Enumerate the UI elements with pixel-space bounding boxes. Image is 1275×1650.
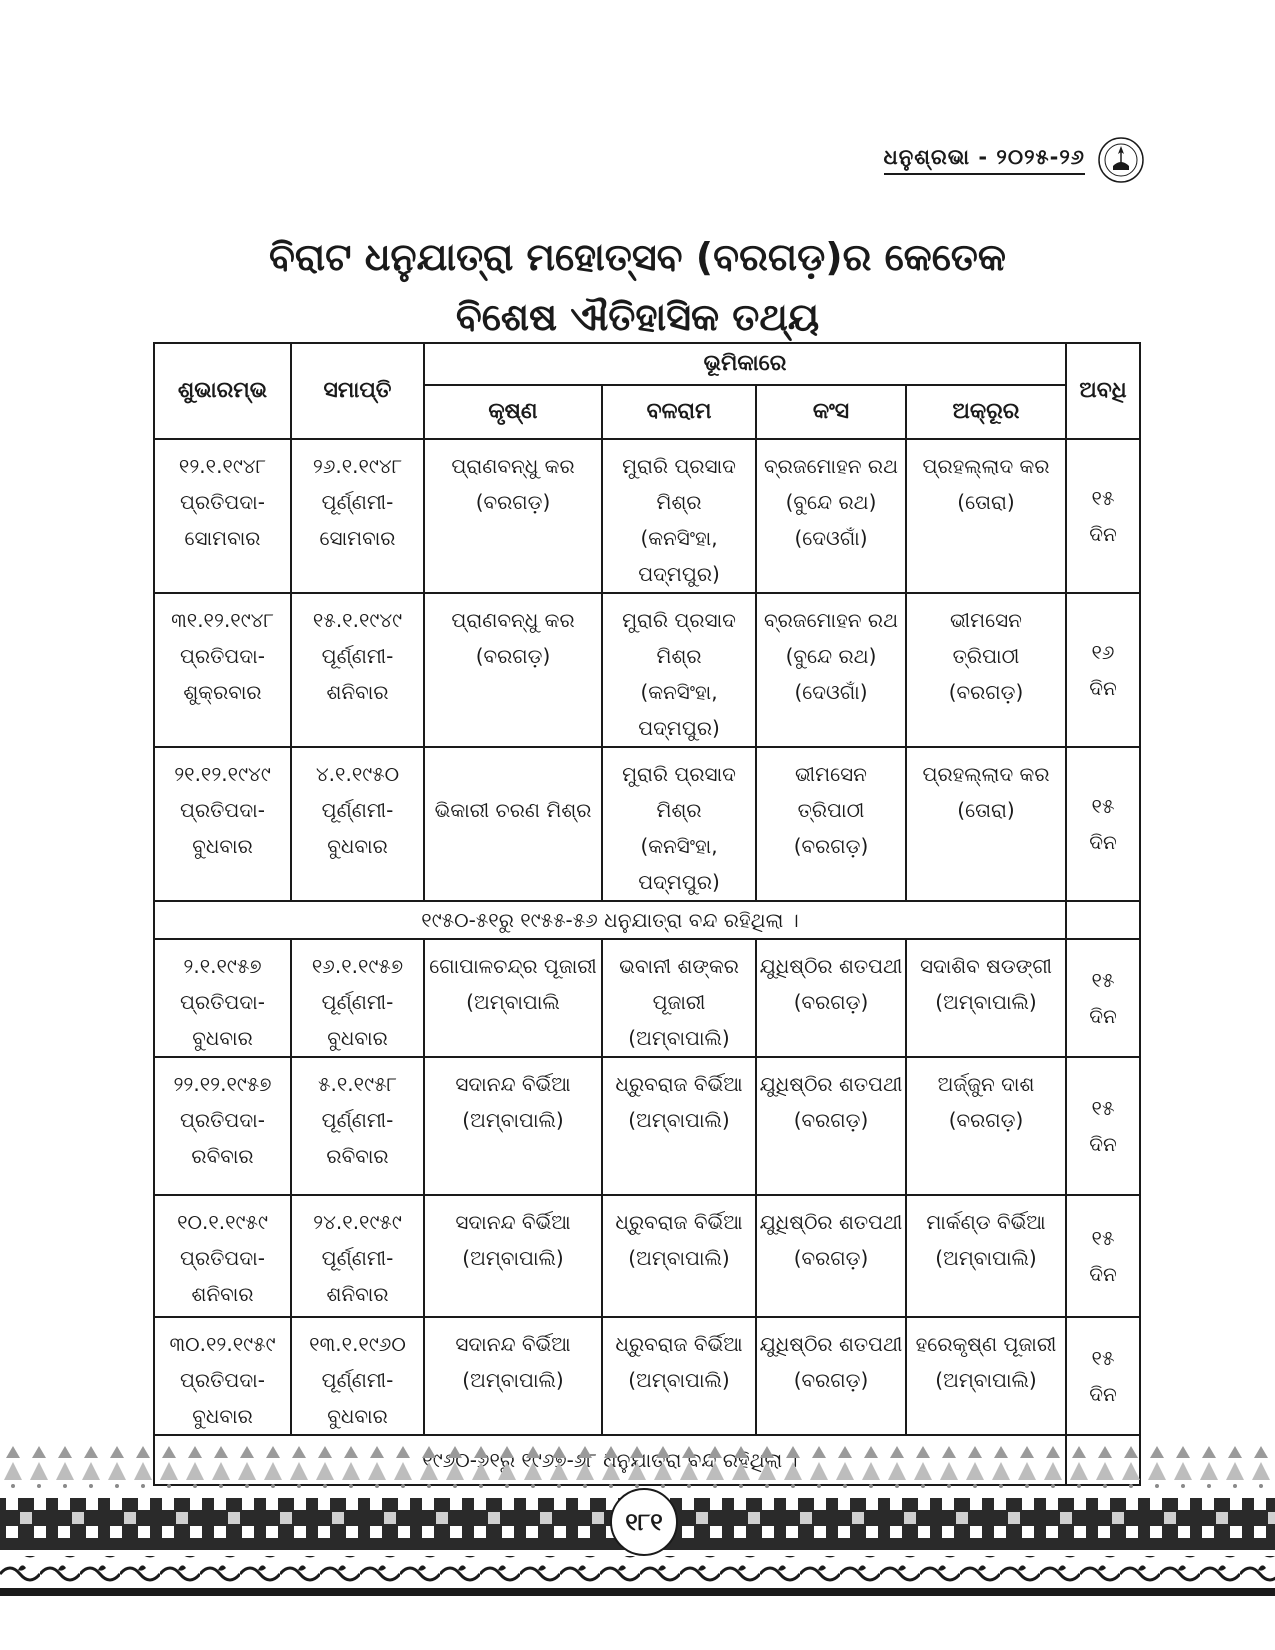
actor-place: (ଅମ୍ବାପାଲି) <box>628 1108 730 1132</box>
table-row <box>154 593 1140 747</box>
kansa-cell <box>756 1317 906 1435</box>
start-cell <box>154 1057 291 1195</box>
start-tithi: ପ୍ରତିପଦା- <box>180 1108 265 1132</box>
actor-name: ପ୍ରାଣବନ୍ଧୁ କର <box>451 454 575 478</box>
note-row <box>154 901 1140 939</box>
actor-name: ମୁରାରି ପ୍ରସାଦ ମିଶ୍ର <box>622 454 736 514</box>
end-date: ୨୬.୧.୧୯୪୮ <box>312 454 403 478</box>
start-weekday: ସୋମବାର <box>184 526 261 550</box>
table-row <box>154 1195 1140 1317</box>
actor-name: ଧ୍ରୁବରାଜ ବିର୍ଭିଆ <box>615 1072 743 1096</box>
actor-place: (ଅମ୍ବାପାଲି) <box>462 1368 564 1392</box>
actor-place: (ଦେଓଗାଁ) <box>794 680 868 704</box>
table-row <box>154 439 1140 593</box>
actor-place: (ବରଗଡ଼) <box>793 834 869 858</box>
actor-alias: (ବୁନ୍ଦେ ରଥ) <box>785 490 877 514</box>
actor-place: ପଦ୍ମପୁର) <box>638 870 720 894</box>
krishna-cell <box>424 1057 602 1195</box>
actor-surname: ତ୍ରିପାଠୀ <box>797 798 865 822</box>
table-row <box>154 1057 1140 1195</box>
balaram-cell <box>602 439 756 593</box>
krishna-cell <box>424 1195 602 1317</box>
actor-place: (ବରଗଡ଼) <box>948 680 1024 704</box>
end-cell <box>291 1317 424 1435</box>
actor-name: ପ୍ରହଲ୍ଲାଦ କର <box>922 762 1050 786</box>
start-tithi: ପ୍ରତିପଦା- <box>180 798 265 822</box>
end-weekday: ଶନିବାର <box>326 680 389 704</box>
end-weekday: ବୁଧବାର <box>327 1026 388 1050</box>
actor-name: ମୁରାରି ପ୍ରସାଦ ମିଶ୍ର <box>622 608 736 668</box>
actor-place: (ତୋରା) <box>957 798 1015 822</box>
start-cell <box>154 1317 291 1435</box>
actor-place: (ବରଗଡ଼) <box>793 990 869 1014</box>
end-cell <box>291 747 424 901</box>
balaram-cell <box>602 747 756 901</box>
duration-unit: ଦିନ <box>1089 830 1117 854</box>
actor-place: (କନସିଂହା, <box>640 526 718 550</box>
actor-place: (ଅମ୍ବାପାଲି) <box>935 990 1037 1014</box>
actor-name: ବ୍ରଜମୋହନ ରଥ <box>763 608 899 632</box>
start-cell <box>154 1195 291 1317</box>
page-number: ୧୮୧ <box>610 1488 678 1556</box>
akrura-cell <box>906 1317 1066 1435</box>
actor-place: (କନସିଂହା, <box>640 680 718 704</box>
actor-name: ଧ୍ରୁବରାଜ ବିର୍ଭିଆ <box>615 1210 743 1234</box>
end-tithi: ପୂର୍ଣ୍ଣମୀ- <box>321 644 394 668</box>
actor-name: ସଦାନନ୍ଦ ବିର୍ଭିଆ <box>455 1210 571 1234</box>
start-cell <box>154 747 291 901</box>
actor-name: ଯୁଧିଷ୍ଠିର ଶତପଥୀ <box>759 1210 903 1234</box>
end-date: ୪.୧.୧୯୫୦ <box>315 762 400 786</box>
start-weekday: ବୁଧବାର <box>192 834 253 858</box>
start-date: ୨.୧.୧୯୫୭ <box>183 954 262 978</box>
actor-place: (ଅମ୍ବାପାଲି) <box>935 1246 1037 1270</box>
end-date: ୧୬.୧.୧୯୫୭ <box>311 954 404 978</box>
start-weekday: ବୁଧବାର <box>192 1404 253 1428</box>
krishna-cell <box>424 593 602 747</box>
start-cell <box>154 439 291 593</box>
balaram-cell <box>602 1317 756 1435</box>
end-cell <box>291 593 424 747</box>
actor-alias: (ବୁନ୍ଦେ ରଥ) <box>785 644 877 668</box>
end-cell <box>291 439 424 593</box>
actor-name: ଭିକାରୀ ଚରଣ ମିଶ୍ର <box>434 798 592 822</box>
duration-cell <box>1066 1195 1140 1317</box>
duration-unit: ଦିନ <box>1089 1004 1117 1028</box>
header-kansa: କଂସ <box>756 385 906 439</box>
duration-unit: ଦିନ <box>1089 522 1117 546</box>
duration-value: ୧୫ <box>1091 968 1115 992</box>
end-weekday: ସୋମବାର <box>319 526 396 550</box>
actor-place: (ଅମ୍ବାପାଲି) <box>462 1246 564 1270</box>
actor-place: (ଅମ୍ବାପାଲି) <box>628 1026 730 1050</box>
header-roles: ଭୂମିକାରେ <box>424 343 1066 385</box>
start-cell <box>154 593 291 747</box>
end-date: ୫.୧.୧୯୫୮ <box>318 1072 397 1096</box>
duration-value: ୧୫ <box>1091 1226 1115 1250</box>
actor-name: ଭୀମସେନ <box>795 762 867 786</box>
page-title-line-1: ବିରାଟ ଧନୁଯାତ୍ରା ମହୋତ୍ସବ (ବରଗଡ଼)ର କେତେକ <box>269 235 1006 279</box>
end-weekday: ବୁଧବାର <box>327 1404 388 1428</box>
akrura-cell <box>906 1057 1066 1195</box>
start-date: ୩୧.୧୨.୧୯୪୮ <box>171 608 274 632</box>
actor-name: ଗୋପାଳଚନ୍ଦ୍ର ପୂଜାରୀ <box>429 954 597 978</box>
akrura-cell <box>906 747 1066 901</box>
actor-spacer <box>427 756 599 792</box>
start-cell <box>154 939 291 1057</box>
actor-name: ସଦାଶିବ ଷଡଙ୍ଗୀ <box>919 954 1053 978</box>
duration-cell <box>1066 439 1140 593</box>
header-akrura: ଅକ୍ରୂର <box>906 385 1066 439</box>
start-weekday: ଶୁକ୍ରବାର <box>183 680 262 704</box>
header-krishna: କୃଷ୍ଣ <box>424 385 602 439</box>
kansa-cell <box>756 1195 906 1317</box>
actor-name: ଅର୍ଜ୍ଜୁନ ଦାଶ <box>937 1072 1035 1096</box>
organization-seal-icon <box>1097 136 1145 184</box>
duration-unit: ଦିନ <box>1089 1382 1117 1406</box>
actor-name: ପ୍ରାଣବନ୍ଧୁ କର <box>451 608 575 632</box>
start-date: ୩୦.୧୨.୧୯୫୯ <box>169 1332 276 1356</box>
balaram-cell <box>602 1195 756 1317</box>
duration-value: ୧୫ <box>1091 1346 1115 1370</box>
actor-place: (ଅମ୍ବାପାଲି) <box>462 1108 564 1132</box>
actor-place: (ଅମ୍ବାପାଲି) <box>628 1246 730 1270</box>
header-end: ସମାପ୍ତି <box>291 343 424 439</box>
actor-name: ପ୍ରହଲ୍ଲାଦ କର <box>922 454 1050 478</box>
table-row <box>154 939 1140 1057</box>
akrura-cell <box>906 939 1066 1057</box>
actor-place: (ବରଗଡ଼) <box>793 1368 869 1392</box>
end-tithi: ପୂର୍ଣ୍ଣମୀ- <box>321 1108 394 1132</box>
end-date: ୧୩.୧.୧୯୬୦ <box>309 1332 406 1356</box>
table-row <box>154 1317 1140 1435</box>
actor-place: (ବରଗଡ଼) <box>475 644 551 668</box>
actor-name: ଯୁଧିଷ୍ଠିର ଶତପଥୀ <box>759 1072 903 1096</box>
akrura-cell <box>906 1195 1066 1317</box>
empty-cell <box>1066 901 1140 939</box>
table-row <box>154 747 1140 901</box>
actor-name: ବ୍ରଜମୋହନ ରଥ <box>763 454 899 478</box>
closure-note: ୧୯୫୦-୫୧ରୁ ୧୯୫୫-୫୬ ଧନୁଯାତ୍ରା ବନ୍ଦ ରହିଥିଲା । <box>154 901 1066 939</box>
actor-place: (ବରଗଡ଼) <box>793 1108 869 1132</box>
actor-place: (ଅମ୍ବାପାଲି <box>466 990 560 1014</box>
duration-value: ୧୫ <box>1091 486 1115 510</box>
end-weekday: ରବିବାର <box>326 1144 389 1168</box>
kansa-cell <box>756 439 906 593</box>
duration-unit: ଦିନ <box>1089 676 1117 700</box>
balaram-cell <box>602 939 756 1057</box>
start-tithi: ପ୍ରତିପଦା- <box>180 644 265 668</box>
start-weekday: ଶନିବାର <box>191 1282 254 1306</box>
end-cell <box>291 939 424 1057</box>
end-cell <box>291 1057 424 1195</box>
duration-value: ୧୬ <box>1091 640 1115 664</box>
header-start: ଶୁଭାରମ୍ଭ <box>154 343 291 439</box>
actor-place: ପଦ୍ମପୁର) <box>638 562 720 586</box>
start-weekday: ବୁଧବାର <box>192 1026 253 1050</box>
actor-name: ମାର୍କଣ୍ଡ ବିର୍ଭିଆ <box>926 1210 1046 1234</box>
start-tithi: ପ୍ରତିପଦା- <box>180 1368 265 1392</box>
start-date: ୨୧.୧୨.୧୯୪୯ <box>174 762 271 786</box>
akrura-cell <box>906 593 1066 747</box>
krishna-cell <box>424 439 602 593</box>
duration-cell <box>1066 593 1140 747</box>
start-date: ୧୨.୧.୧୯୪୮ <box>178 454 267 478</box>
end-weekday: ବୁଧବାର <box>327 834 388 858</box>
duration-cell <box>1066 1057 1140 1195</box>
actor-name: ସଦାନନ୍ଦ ବିର୍ଭିଆ <box>455 1332 571 1356</box>
actor-place: (ତୋରା) <box>957 490 1015 514</box>
start-date: ୧୦.୧.୧୯୫୯ <box>177 1210 268 1234</box>
header-balaram: ବଳରାମ <box>602 385 756 439</box>
duration-cell <box>1066 747 1140 901</box>
header-duration: ଅବଧି <box>1066 343 1140 439</box>
actor-place: (ଅମ୍ବାପାଲି) <box>628 1368 730 1392</box>
start-tithi: ପ୍ରତିପଦା- <box>180 1246 265 1270</box>
actor-place: ପଦ୍ମପୁର) <box>638 716 720 740</box>
actor-surname: ପୂଜାରୀ <box>652 990 706 1014</box>
krishna-cell <box>424 1317 602 1435</box>
actor-place: (ବରଗଡ଼) <box>793 1246 869 1270</box>
actor-name: ହରେକୃଷ୍ଣ ପୂଜାରୀ <box>915 1332 1057 1356</box>
kansa-cell <box>756 593 906 747</box>
end-weekday: ଶନିବାର <box>326 1282 389 1306</box>
end-tithi: ପୂର୍ଣ୍ଣମୀ- <box>321 1368 394 1392</box>
duration-value: ୧୫ <box>1091 794 1115 818</box>
kansa-cell <box>756 939 906 1057</box>
actor-place: (ଦେଓଗାଁ) <box>794 526 868 550</box>
header-text: ଧନୁଶ୍ରଭା - ୨୦୨୫-୨୬ <box>884 145 1085 175</box>
start-weekday: ରବିବାର <box>191 1144 254 1168</box>
kansa-cell <box>756 747 906 901</box>
page-header <box>884 136 1145 184</box>
duration-cell <box>1066 1317 1140 1435</box>
actor-surname: ତ୍ରିପାଠୀ <box>952 644 1020 668</box>
actor-place: (ବରଗଡ଼) <box>475 490 551 514</box>
actor-name: ସଦାନନ୍ଦ ବିର୍ଭିଆ <box>455 1072 571 1096</box>
start-tithi: ପ୍ରତିପଦା- <box>180 990 265 1014</box>
actor-name: ଯୁଧିଷ୍ଠିର ଶତପଥୀ <box>759 954 903 978</box>
end-tithi: ପୂର୍ଣ୍ଣମୀ- <box>321 990 394 1014</box>
end-date: ୨୪.୧.୧୯୫୯ <box>313 1210 402 1234</box>
balaram-cell <box>602 1057 756 1195</box>
duration-unit: ଦିନ <box>1089 1132 1117 1156</box>
actor-name: ଭୀମସେନ <box>950 608 1022 632</box>
balaram-cell <box>602 593 756 747</box>
end-tithi: ପୂର୍ଣ୍ଣମୀ- <box>321 798 394 822</box>
duration-cell <box>1066 939 1140 1057</box>
actor-place: (କନସିଂହା, <box>640 834 718 858</box>
end-tithi: ପୂର୍ଣ୍ଣମୀ- <box>321 490 394 514</box>
kansa-cell <box>756 1057 906 1195</box>
end-cell <box>291 1195 424 1317</box>
page-title-line-2: ବିଶେଷ ଐତିହାସିକ ତଥ୍ୟ <box>455 295 820 339</box>
duration-value: ୧୫ <box>1091 1096 1115 1120</box>
krishna-cell <box>424 939 602 1057</box>
actor-place: (ବରଗଡ଼) <box>948 1108 1024 1132</box>
akrura-cell <box>906 439 1066 593</box>
dhanuyatra-history-table <box>153 342 1141 1486</box>
actor-name: ଯୁଧିଷ୍ଠିର ଶତପଥୀ <box>759 1332 903 1356</box>
end-tithi: ପୂର୍ଣ୍ଣମୀ- <box>321 1246 394 1270</box>
actor-name: ଭବାନୀ ଶଙ୍କର <box>619 954 739 978</box>
duration-unit: ଦିନ <box>1089 1262 1117 1286</box>
actor-place: (ଅମ୍ବାପାଲି) <box>935 1368 1037 1392</box>
end-date: ୧୫.୧.୧୯୪୯ <box>312 608 403 632</box>
start-date: ୨୨.୧୨.୧୯୫୭ <box>173 1072 272 1096</box>
krishna-cell <box>424 747 602 901</box>
start-tithi: ପ୍ରତିପଦା- <box>180 490 265 514</box>
actor-name: ମୁରାରି ପ୍ରସାଦ ମିଶ୍ର <box>622 762 736 822</box>
actor-name: ଧ୍ରୁବରାଜ ବିର୍ଭିଆ <box>615 1332 743 1356</box>
